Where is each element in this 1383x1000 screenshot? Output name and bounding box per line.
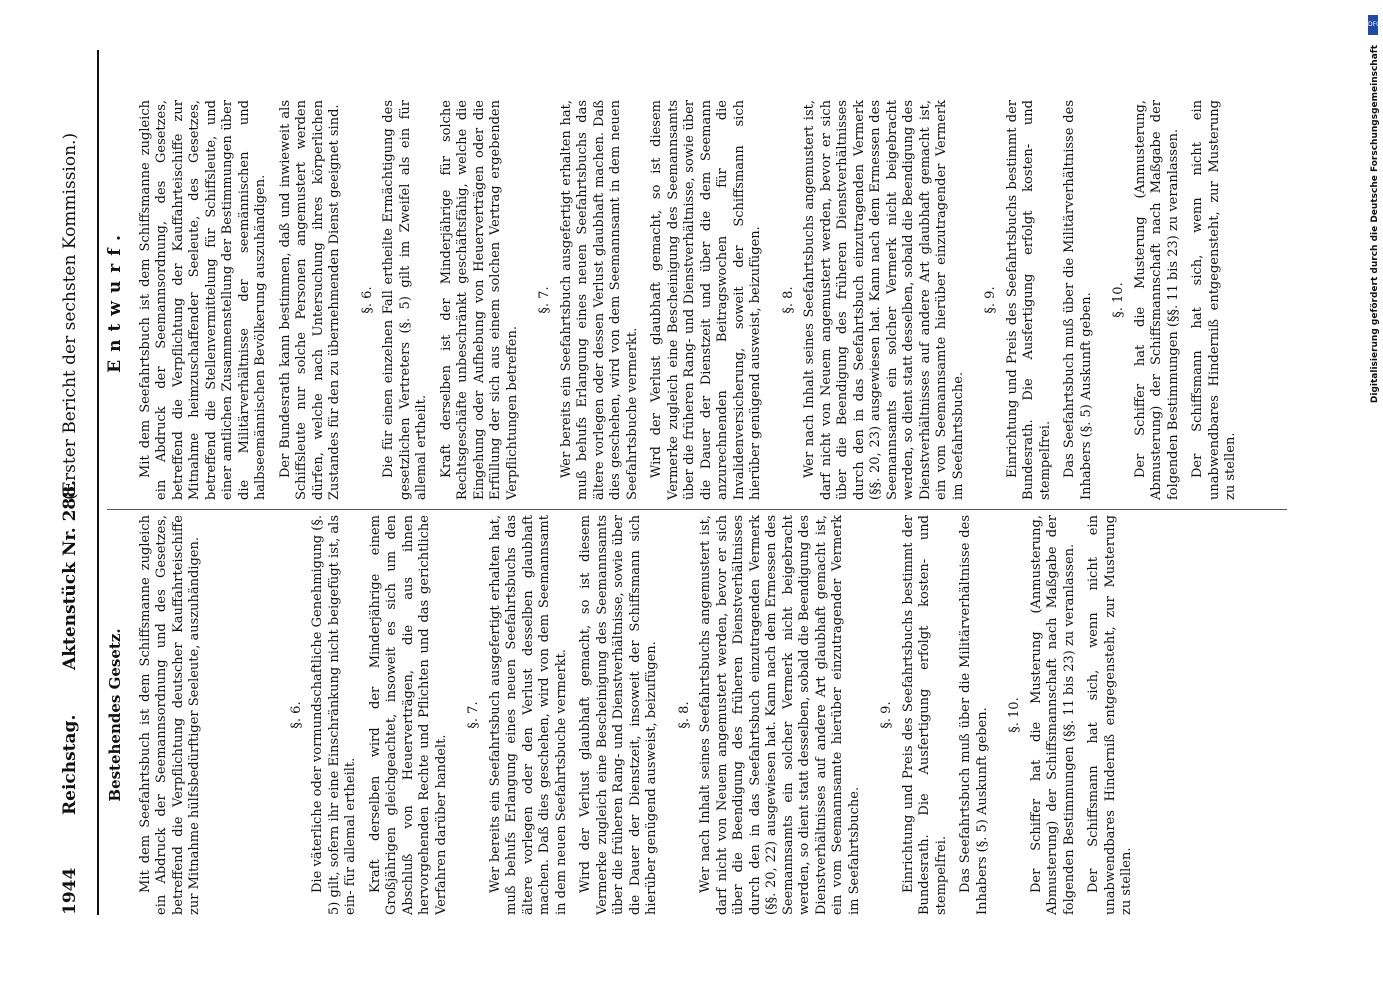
right-intro: Mit dem Seefahrtsbuch ist dem Schiffsmanne zugleich ein Abdruck der Seemannsordnung, des Gesetzes, betreffend die Verpflichtung der Kauffahrteischiffe zur Mitnahme heimzuschaffender Seeleute, des Gesetzes, betreffend die Stellenvermittelung für Schiffsleute, und einer amtlichen Zusammenstellung der Bestimmungen über die Militärverhältnisse der seemännischen und halbseemännischen Bevölkerung auszuhändigen. — [137, 100, 268, 500]
column-divider — [107, 509, 1287, 510]
left-s10-p2: Der Schiffsmann hat sich, wenn nicht ein unabwendbares Hinderniß entgegensteht, zur Musterung zu stellen. — [1086, 515, 1134, 915]
column-entwurf — [107, 100, 1248, 500]
header-aktenstueck: Aktenstück Nr. 288. — [60, 479, 80, 670]
digitization-note: Digitalisierung gefördert durch die Deutsche Forschungsgemeinschaft — [1370, 45, 1380, 404]
dfg-logo: DFG — [1368, 15, 1378, 35]
right-s10-p1: Der Schiffer hat die Musterung (Anmusterung, Abmusterung) der Schiffsmannschaft nach Maßgabe der folgenden Bestimmungen (§§. 11 bis 23) zu veranlassen. — [1132, 100, 1181, 500]
right-s9-mark: §. 9. — [983, 286, 998, 314]
right-s6-mark: §. 6. — [359, 286, 375, 314]
right-s6-p2: Kraft derselben ist der Minderjährige für solche Rechtsgeschäfte unbeschränkt geschäftsfähig, welche die Eingehung oder Aufhebung von Heuerverträgen oder die Erfüllung der sich aus einem solchen Vertrag ergebenden Verpflichtungen betreffen. — [438, 100, 520, 500]
header-rule — [97, 50, 99, 915]
left-s9-p2: Das Seefahrtsbuch muß über die Militärverhältnisse des Inhabers (§. 5) Auskunft geben. — [958, 515, 990, 915]
left-s7-mark: §. 7. — [466, 701, 481, 729]
left-s9-p1: Einrichtung und Preis des Seefahrtsbuchs bestimmt der Bundesrath. Die Ausfertigung erfolgt kosten- und stempelfrei. — [900, 515, 949, 915]
right-s8-mark: §. 8. — [780, 286, 796, 314]
right-s10-mark: §. 10. — [1111, 282, 1126, 318]
left-s6-p1: Die väterliche oder vormundschaftliche Genehmigung (§. 5) gilt, sofern ihr eine Einschränkung nicht beigefügt ist, als ein- für allemal ertheilt. — [310, 515, 358, 915]
left-s8-mark: §. 8. — [676, 701, 692, 729]
page-header — [60, 65, 94, 915]
right-s9-p2: Das Seefahrtsbuch muß über die Militärverhältnisse des Inhabers (§. 5) Auskunft geben. — [1062, 100, 1094, 500]
left-s7-p2: Wird der Verlust glaubhaft gemacht, so ist diesem Vermerke zugleich eine Bescheinigung des Seemannsamts über die früheren Rang- und Dienstverhältnisse, sowie über die Dauer der Dienstzeit, insoweit der Schiffsmann sich hierüber genügend ausweist, beizufügen. — [578, 515, 659, 915]
left-s8-p1: Wer nach Inhalt seines Seefahrtsbuchs angemustert ist, darf nicht von Neuem angemustert werden, bevor er sich über die Beendigung des früheren Dienstverhältnisses durch den in das Seefahrtsbuch einzutragenden Vermerk (§§. 20, 22) ausgewiesen hat. Kann nach dem Ermessen des Seemannsamts ein solcher Vermerk nicht beigebracht werden, so dient statt desselben, sobald die Beendigung des Dienstverhältnisses auf andere Art glaubhaft gemacht ist, ein vom Seemannsamte hierüber einzutragender Vermerk im Seefahrtsbuche. — [698, 515, 862, 915]
header-bericht: (Erster Bericht der sechsten Kommission.) — [60, 132, 80, 500]
left-s7-p1: Wer bereits ein Seefahrtsbuch ausgefertigt erhalten hat, muß behufs Erlangung eines neuen Seefahrtsbuchs das ältere vorlegen oder den Verlust desselben glaubhaft machen. Daß dies geschehen, wird von dem Seemannsamt in dem neuen Seefahrtsbuche vermerkt. — [487, 515, 569, 915]
left-s10-mark: §. 10. — [1007, 697, 1022, 733]
left-s9-mark: §. 9. — [879, 701, 894, 729]
left-s6-p2: Kraft derselben wird der Minderjährige einem Großjährigen gleichgeachtet, insoweit es sich um den Abschluß von Heuerverträgen, die aus ihnen hervorgehenden Rechte und Pflichten und das gerichtliche Verfahren darüber handelt. — [367, 515, 449, 915]
left-s10-p1: Der Schiffer hat die Musterung (Anmusterung, Abmusterung) der Schiffsmannschaft nach Maßgabe der folgenden Bestimmungen (§§. 11 bis 23) zu veranlassen. — [1028, 515, 1077, 915]
right-intro2: Der Bundesrath kann bestimmen, daß und inwieweit als Schiffsleute nur solche Personen angemustert werden dürfen, welche nach Untersuchung ihres körperlichen Zustandes für den zu übernehmenden Dienst geeignet sind. — [277, 100, 342, 500]
right-s7-mark: §. 7. — [537, 286, 552, 314]
right-s7-p1: Wer bereits ein Seefahrtsbuch ausgefertigt erhalten hat, muß behufs Erlangung eines neuen Seefahrtsbuchs das ältere vorlegen oder dessen Verlust glaubhaft machen. Daß dies geschehen, wird von dem Seemannsamt in dem neuen Seefahrtsbuche vermerkt. — [558, 100, 640, 500]
right-heading: Entwurf. — [105, 227, 125, 373]
right-s7-p2: Wird der Verlust glaubhaft gemacht, so ist diesem Vermerke zugleich eine Bescheinigung des Seemannsamts über die früheren Rang- und Dienstverhältnisse, sowie über die Dauer der Dienstzeit und über die dem Seemann anzurechnenden Beitragswochen für die Invalidenversicherung, soweit der Schiffsmann sich hierüber genügend ausweist, beizufügen. — [649, 100, 763, 500]
right-s10-p2: Der Schiffsmann hat sich, wenn nicht ein unabwendbares Hinderniß entgegensteht, zur Musterung zu stellen. — [1190, 100, 1238, 500]
page-number: 1944 — [60, 867, 80, 915]
right-s6-p1: Die für einen einzelnen Fall ertheilte Ermächtigung des gesetzlichen Vertreters (§. 5) gilt im Zweifel als ein für allemal ertheilt. — [381, 100, 429, 500]
header-reichstag: Reichstag. — [60, 714, 80, 815]
left-intro: Mit dem Seefahrtsbuch ist dem Schiffsmanne zugleich ein Abdruck der Seemannsordnung und des Gesetzes, betreffend die Verpflichtung deutscher Kauffahrteischiffe zur Mitnahme hülfsbedürftiger Seeleute, auszuhändigen. — [137, 515, 202, 915]
column-bestehendes-gesetz — [107, 515, 1144, 915]
left-heading: Bestehendes Gesetz. — [106, 628, 124, 802]
right-s8-p1: Wer nach Inhalt seines Seefahrtsbuchs angemustert ist, darf nicht von Neuem angemustert werden, bevor er sich über die Beendigung des früheren Dienstverhältnisses durch den in das Seefahrtsbuch einzutragenden Vermerk (§§. 20, 23) ausgewiesen hat. Kann nach dem Ermessen des Seemannsamts ein solcher Vermerk nicht beigebracht werden, so dient statt desselben, sobald die Beendigung des Dienstverhältnisses auf andere Art glaubhaft gemacht ist, ein vom Seemannsamte hierüber einzutragender Vermerk im Seefahrtsbuche. — [802, 100, 966, 500]
right-s9-p1: Einrichtung und Preis des Seefahrtsbuchs bestimmt der Bundesrath. Die Ausfertigung erfolgt kosten- und stempelfrei. — [1004, 100, 1053, 500]
left-s6-mark: §. 6. — [288, 701, 304, 729]
